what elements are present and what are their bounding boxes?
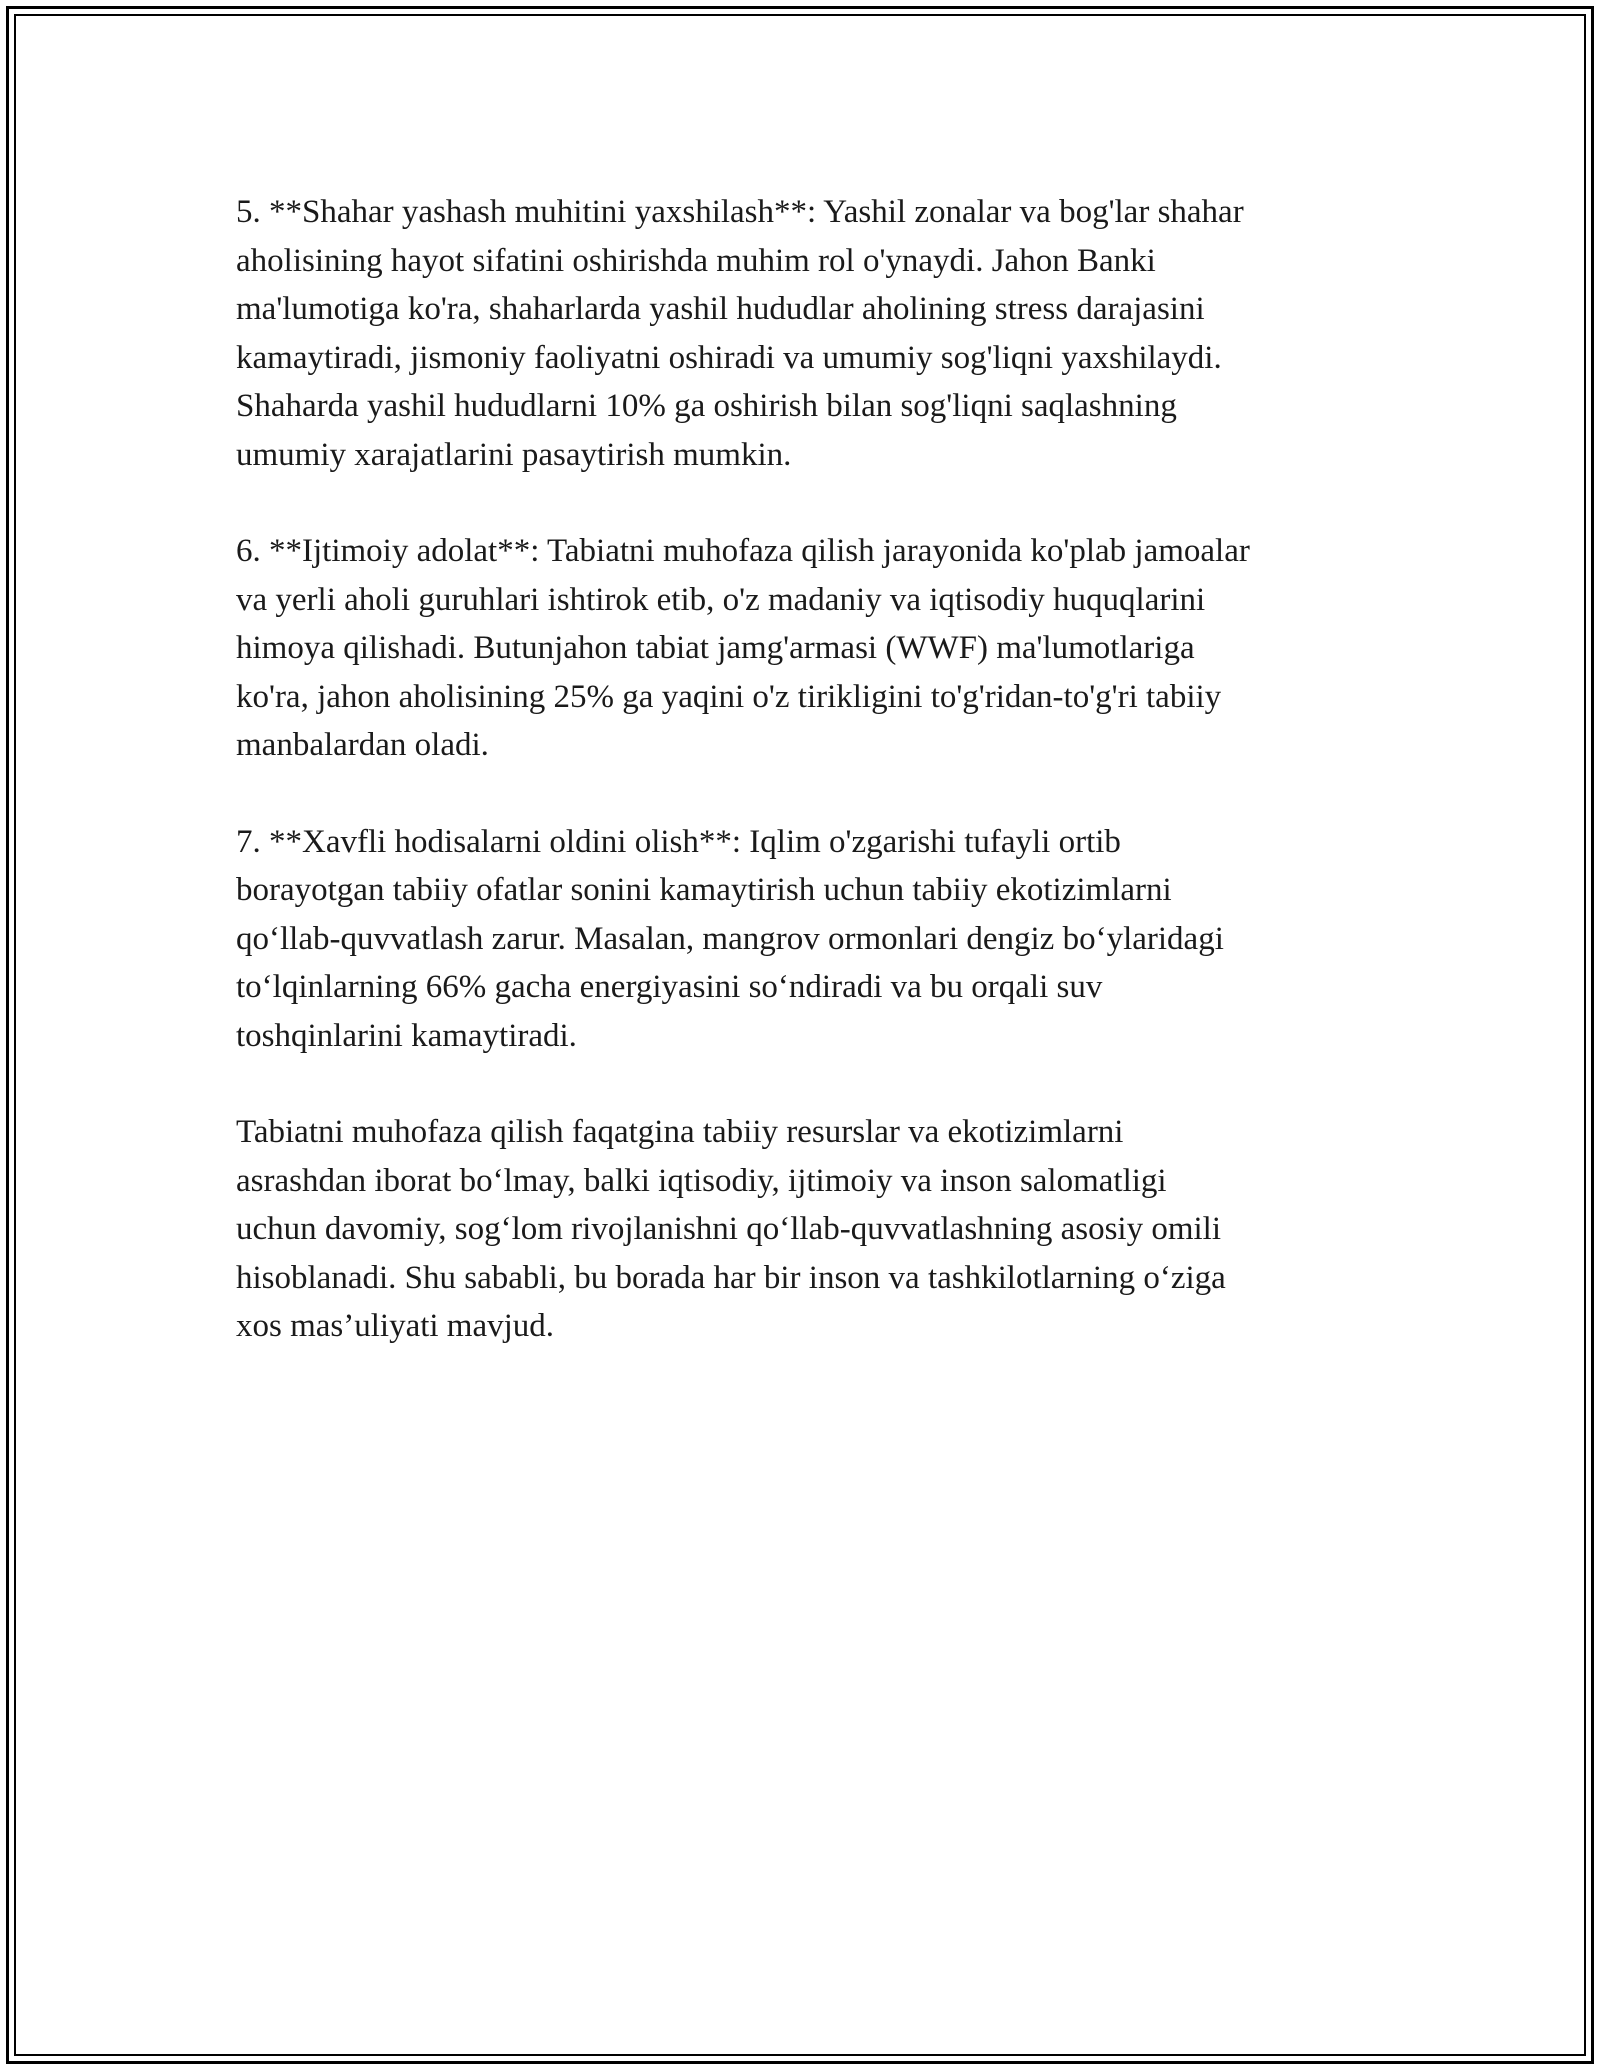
text-line: qo‘llab-quvvatlash zarur. Masalan, mangrov ormonlari dengiz bo‘ylaridagi <box>236 920 1224 957</box>
text-line: hisoblanadi. Shu sababli, bu borada har bir inson va tashkilotlarning o‘ziga <box>236 1259 1226 1296</box>
text-line: umumiy xarajatlarini pasaytirish mumkin. <box>236 436 792 473</box>
document-body <box>236 188 1396 1399</box>
text-line: manbalardan oladi. <box>236 727 489 763</box>
text-line: Shaharda yashil hududlarni 10% ga oshirish bilan sog'liqni saqlashning <box>236 388 1177 424</box>
paragraph-conclusion <box>236 1108 1396 1351</box>
text-line: 5. **Shahar yashash muhitini yaxshilash**: Yashil zonalar va bog'lar shahar <box>236 194 1244 230</box>
text-line: kamaytiradi, jismoniy faoliyatni oshiradi va umumiy sog'liqni yaxshilaydi. <box>236 339 1222 376</box>
text-line: himoya qilishadi. Butunjahon tabiat jamg'armasi (WWF) ma'lumotlariga <box>236 630 1195 666</box>
text-line: aholisining hayot sifatini oshirishda muhim rol o'ynaydi. Jahon Banki <box>236 242 1156 279</box>
text-line: to‘lqinlarning 66% gacha energiyasini so‘ndiradi va bu orqali suv <box>236 969 1103 1005</box>
text-line: 6. **Ijtimoiy adolat**: Tabiatni muhofaza qilish jarayonida ko'plab jamoalar <box>236 533 1250 569</box>
text-line: toshqinlarini kamaytiradi. <box>236 1017 577 1054</box>
text-line: asrashdan iborat bo‘lmay, balki iqtisodiy, ijtimoiy va inson salomatligi <box>236 1162 1167 1199</box>
text-line: ko'ra, jahon aholisining 25% ga yaqini o'z tirikligini to'g'ridan-to'g'ri tabiiy <box>236 678 1222 715</box>
paragraph-urban-environment <box>236 188 1396 479</box>
paragraph-social-justice <box>236 527 1396 770</box>
text-line: 7. **Xavfli hodisalarni oldini olish**: Iqlim o'zgarishi tufayli ortib <box>236 823 1121 860</box>
text-line: Tabiatni muhofaza qilish faqatgina tabiiy resurslar va ekotizimlarni <box>236 1114 1124 1150</box>
text-line: va yerli aholi guruhlari ishtirok etib, o'z madaniy va iqtisodiy huquqlarini <box>236 581 1206 618</box>
text-line: ma'lumotiga ko'ra, shaharlarda yashil hududlar aholining stress darajasini <box>236 291 1205 327</box>
paragraph-disaster-prevention <box>236 818 1396 1061</box>
text-line: xos mas’uliyati mavjud. <box>236 1308 555 1344</box>
text-line: uchun davomiy, sog‘lom rivojlanishni qo‘llab-quvvatlashning asosiy omili <box>236 1211 1222 1247</box>
text-line: borayotgan tabiiy ofatlar sonini kamaytirish uchun tabiiy ekotizimlarni <box>236 872 1172 908</box>
